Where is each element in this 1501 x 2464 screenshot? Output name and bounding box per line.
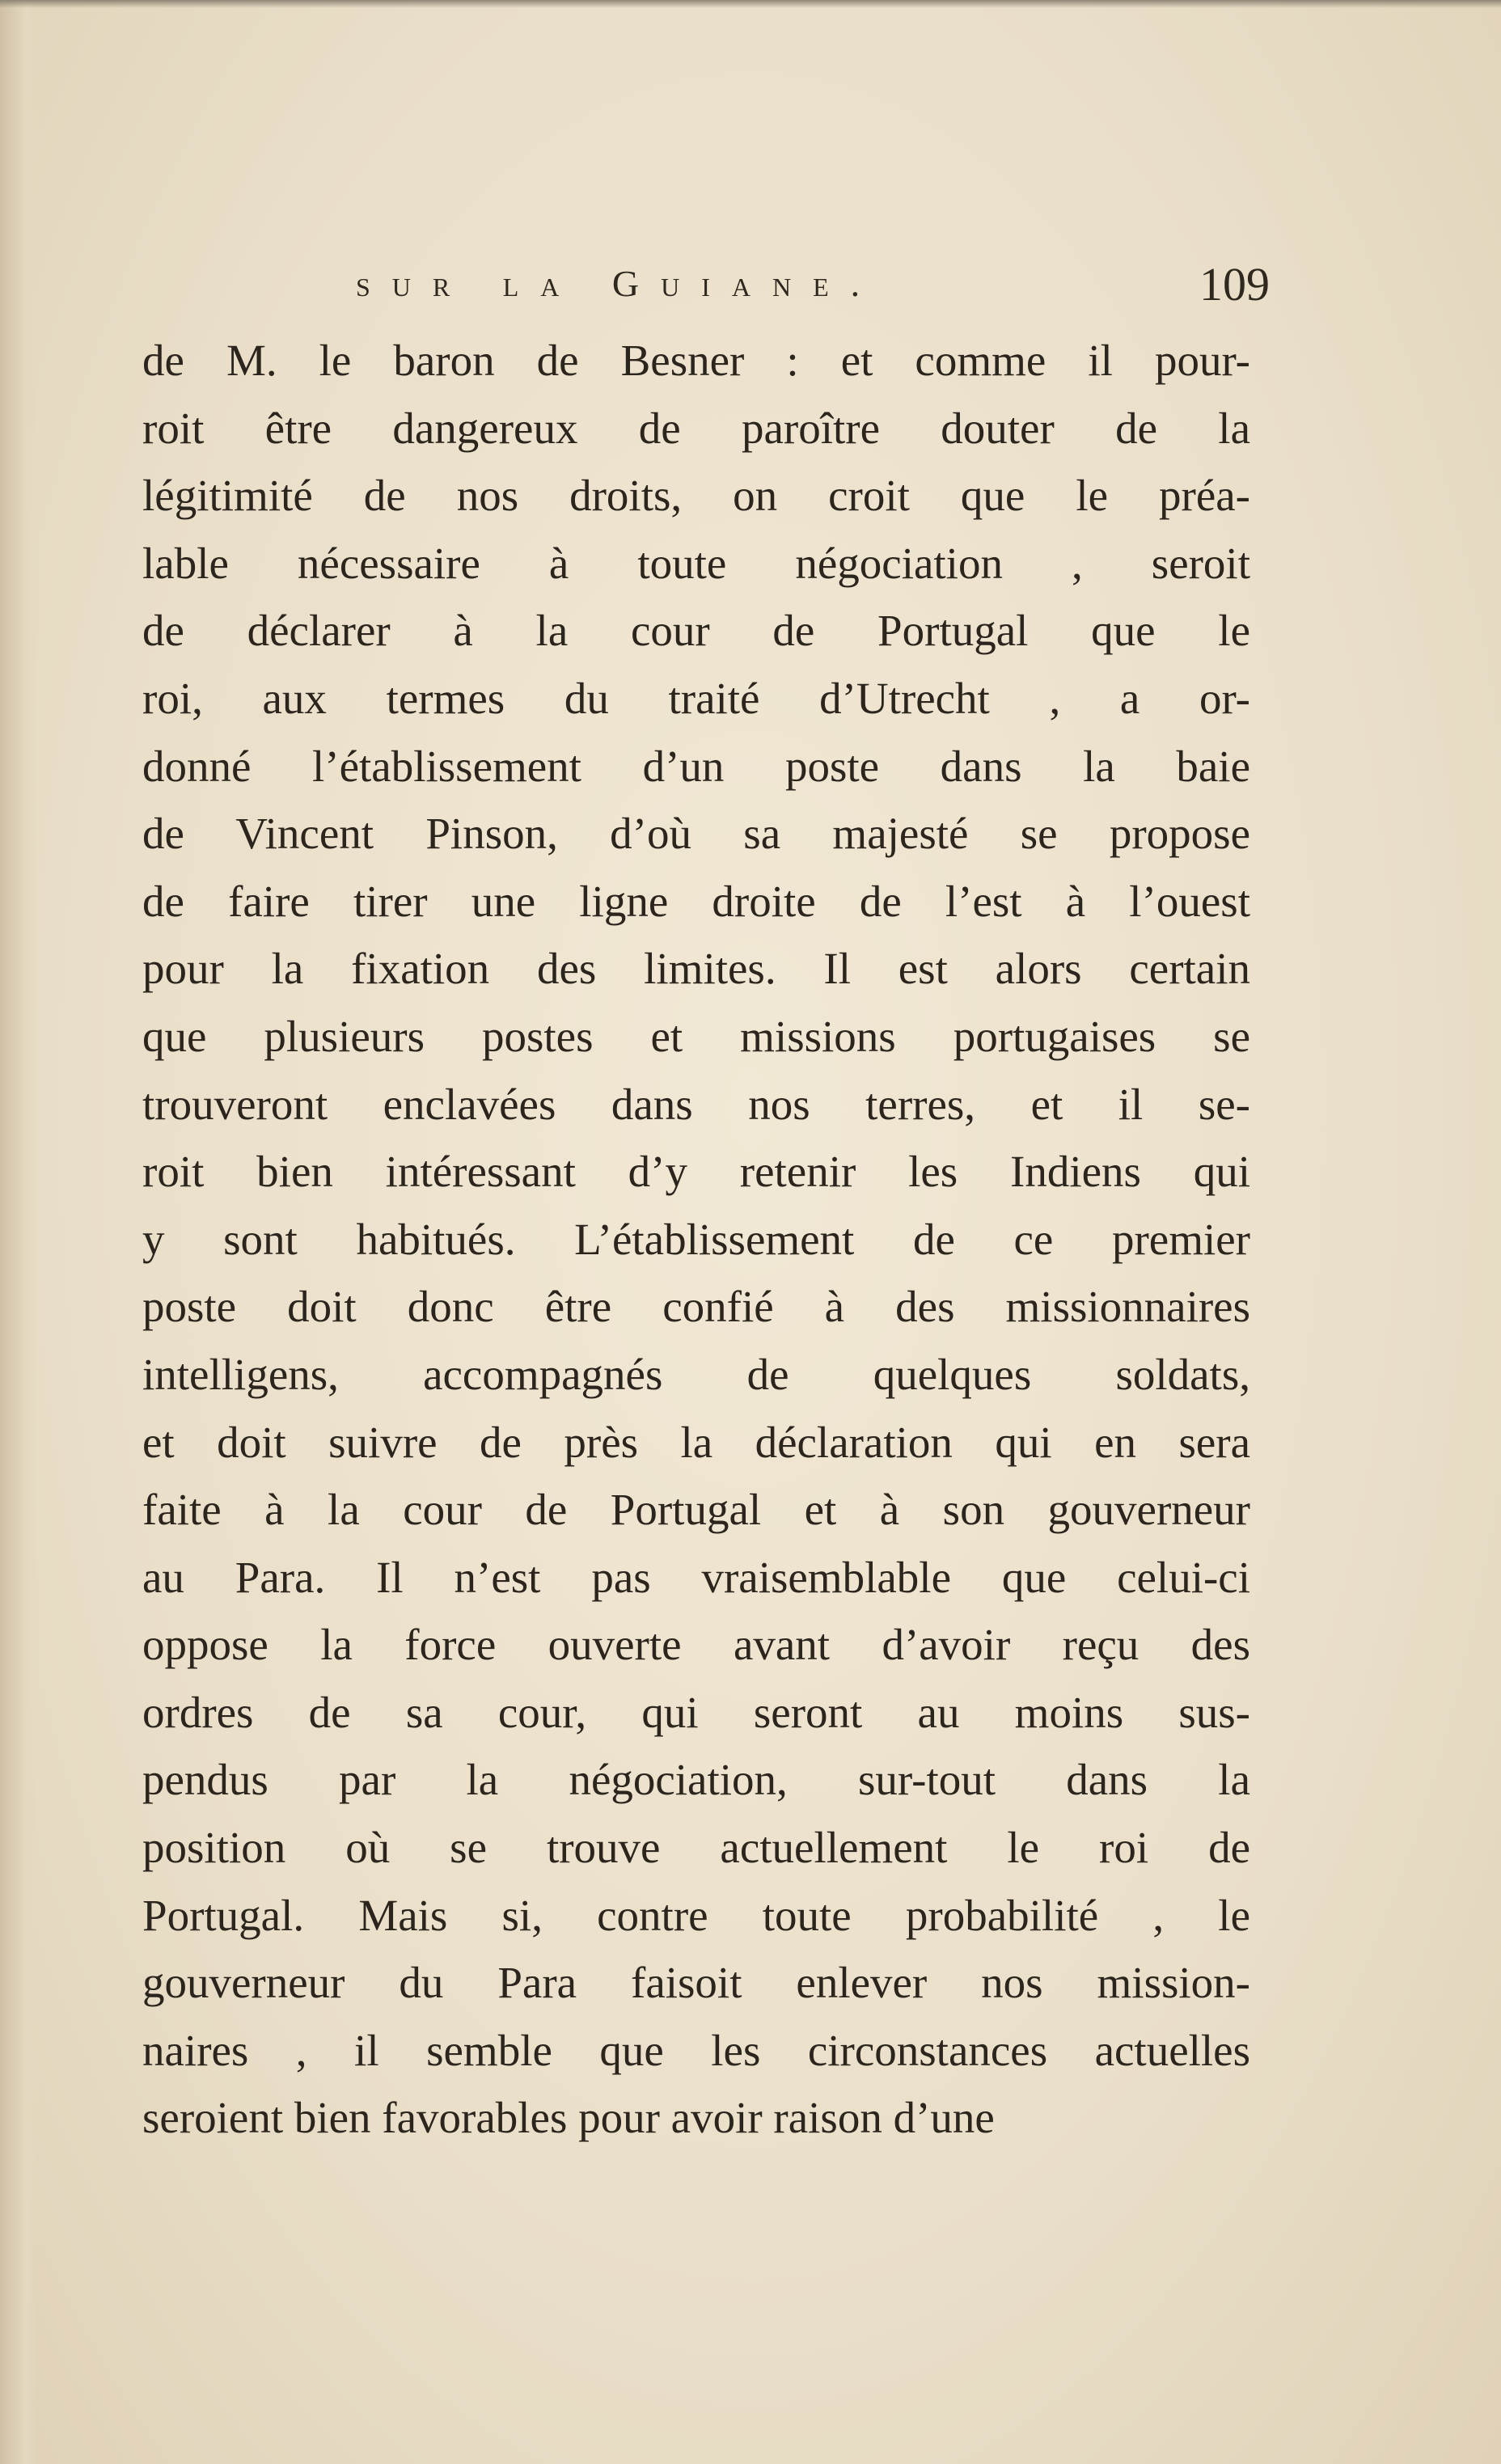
text-line: intelligens, accompagnés de quelques soldats,: [142, 1349, 1250, 1399]
text-line: de M. le baron de Besner : et comme il pour-: [142, 336, 1250, 385]
text-line: au Para. Il n’est pas vraisemblable que celui-ci: [142, 1552, 1250, 1602]
page-binding-shadow: [0, 0, 37, 2464]
text-line: naires , il semble que les circonstances actuelles: [142, 2025, 1250, 2075]
page-number: 109: [1199, 258, 1270, 311]
text-line: de déclarer à la cour de Portugal que le: [142, 606, 1250, 656]
text-line: roi, aux termes du traité d’Utrecht , a or-: [142, 673, 1250, 723]
text-line: trouveront enclavées dans nos terres, et il se-: [142, 1079, 1250, 1129]
text-line: pour la fixation des limites. Il est alors certain: [142, 944, 1250, 994]
text-line: que plusieurs postes et missions portugaises se: [142, 1011, 1250, 1061]
text-line: poste doit donc être confié à des missionnaires: [142, 1282, 1250, 1332]
text-line: de Vincent Pinson, d’où sa majesté se propose: [142, 809, 1250, 859]
text-line: roit être dangereux de paroître douter de la: [142, 403, 1250, 453]
text-line: pendus par la négociation, sur-tout dans la: [142, 1755, 1250, 1805]
page-header: [356, 257, 1270, 314]
text-line: ordres de sa cour, qui seront au moins sus-: [142, 1687, 1250, 1737]
text-line: légitimité de nos droits, on croit que le préa-: [142, 471, 1250, 521]
text-line: position où se trouve actuellement le roi de: [142, 1823, 1250, 1873]
text-line: donné l’établissement d’un poste dans la baie: [142, 741, 1250, 791]
text-line: lable nécessaire à toute négociation , seroit: [142, 538, 1250, 588]
text-line: seroient bien favorables pour avoir raison d’une: [142, 2093, 995, 2143]
text-line: de faire tirer une ligne droite de l’est à l’ouest: [142, 876, 1250, 926]
text-line: oppose la force ouverte avant d’avoir reçu des: [142, 1620, 1250, 1670]
text-line: faite à la cour de Portugal et à son gouverneur: [142, 1485, 1250, 1535]
text-line: et doit suivre de près la déclaration qui en sera: [142, 1417, 1250, 1467]
text-line: Portugal. Mais si, contre toute probabilité , le: [142, 1890, 1250, 1940]
text-line: gouverneur du Para faisoit enlever nos mission-: [142, 1958, 1250, 2008]
body-text: [142, 327, 1250, 2152]
page-top-edge: [0, 0, 1501, 8]
running-head: sur la Guiane.: [356, 263, 882, 304]
text-line: y sont habitués. L’établissement de ce premier: [142, 1214, 1250, 1264]
text-line: roit bien intéressant d’y retenir les Indiens qui: [142, 1147, 1250, 1197]
